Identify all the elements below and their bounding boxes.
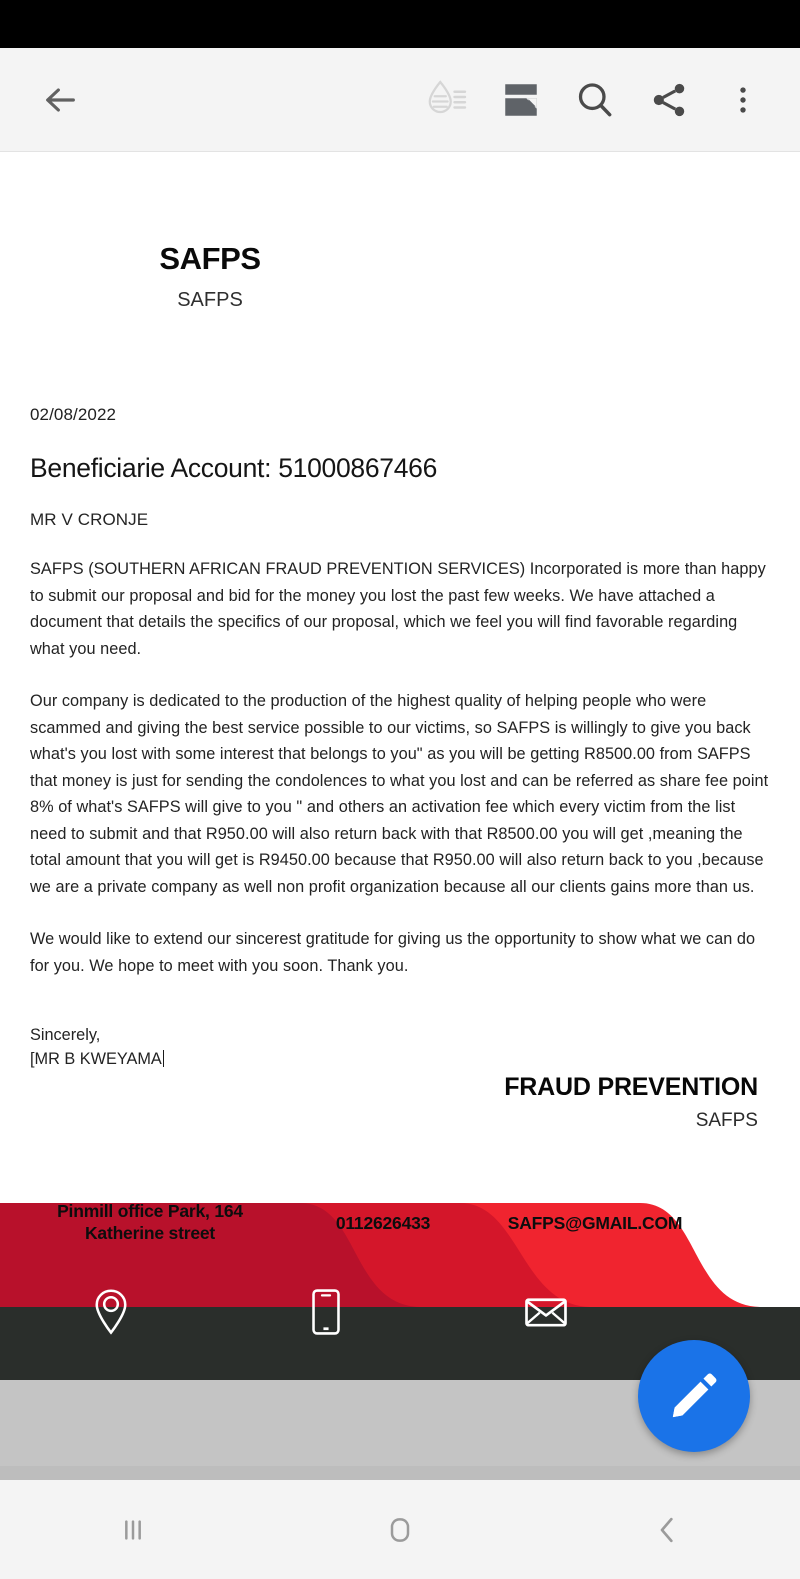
overflow-menu-button[interactable] xyxy=(712,69,774,131)
footer-brand xyxy=(504,1073,758,1132)
viewer-backdrop-seam xyxy=(0,1466,800,1480)
document-recipient: MR V CRONJE xyxy=(30,510,149,529)
status-bar xyxy=(0,0,800,48)
search-button[interactable] xyxy=(564,69,626,131)
nav-back-button[interactable] xyxy=(533,1480,800,1579)
document-body xyxy=(30,405,770,1071)
contact-email-text: SAFPS@GMAIL.COM xyxy=(507,1213,683,1233)
reading-mode-button[interactable] xyxy=(490,69,552,131)
back-button[interactable] xyxy=(32,72,88,128)
overflow-menu-icon xyxy=(726,83,760,117)
footer-brand-subtitle: SAFPS xyxy=(695,1110,758,1131)
edit-fab[interactable] xyxy=(638,1340,750,1452)
reading-mode-icon xyxy=(500,79,542,121)
document-paragraph-3: We would like to extend our sincerest gratitude for giving us the opportunity to show what we can do for you. We hope to meet with you soon. Thank you. xyxy=(30,930,756,975)
search-icon xyxy=(573,78,617,122)
brightness-drop-button[interactable] xyxy=(416,69,478,131)
signoff-text: Sincerely, xyxy=(30,1026,101,1044)
system-navigation-bar xyxy=(0,1480,800,1579)
footer-brand-title: FRAUD PREVENTION xyxy=(504,1073,758,1101)
home-icon xyxy=(380,1510,420,1550)
signature-name: [MR B KWEYAMA xyxy=(30,1050,162,1068)
signature-block xyxy=(30,1023,770,1071)
document-paragraph-1: SAFPS (SOUTHERN AFRICAN FRAUD PREVENTION SERVICES) Incorporated is more than happy to submit our proposal and bid for the money you lost the past few weeks. We have attached a document that details the specifics of our proposal, which we feel you will find favorable regarding what you need. xyxy=(30,560,766,658)
brightness-drop-icon xyxy=(423,76,471,124)
nav-recents-button[interactable] xyxy=(0,1480,267,1579)
recents-icon xyxy=(113,1510,153,1550)
document-paragraph-2: Our company is dedicated to the production of the highest quality of helping people who were scammed and giving the best service possible to our victims, so SAFPS is willingly to give you back what's you lost with some interest that belongs to you" as you will be getting R8500.00 from SAFPS that money is just for sending the condolences to what you lost and can be referred as share fee point 8% of what's SAFPS will give to you " and others an activation fee which every victim from the list need to submit and that R950.00 will also return back with that R8500.00 you will get ,meaning the total amount that you will get is R9450.00 because that R950.00 will also return back to you ,because we are a private company as well non profit organization because all our clients gains more than us. xyxy=(30,692,769,896)
contact-address-text: Pinmill office Park, 164 Katherine street xyxy=(57,1201,243,1243)
text-cursor xyxy=(163,1050,165,1067)
contact-phone-text: 0112626433 xyxy=(335,1213,431,1233)
document-date: 02/08/2022 xyxy=(30,405,117,424)
pencil-icon xyxy=(667,1369,721,1423)
share-icon xyxy=(648,79,690,121)
share-button[interactable] xyxy=(638,69,700,131)
letterhead xyxy=(0,241,420,312)
nav-home-button[interactable] xyxy=(267,1480,534,1579)
letterhead-subtitle: SAFPS xyxy=(177,289,243,311)
arrow-left-icon xyxy=(40,80,80,120)
chevron-left-icon xyxy=(647,1510,687,1550)
document-heading: Beneficiarie Account: 51000867466 xyxy=(30,453,438,483)
letterhead-title: SAFPS xyxy=(159,241,261,276)
document-page[interactable] xyxy=(0,153,800,1218)
app-toolbar xyxy=(0,48,800,152)
